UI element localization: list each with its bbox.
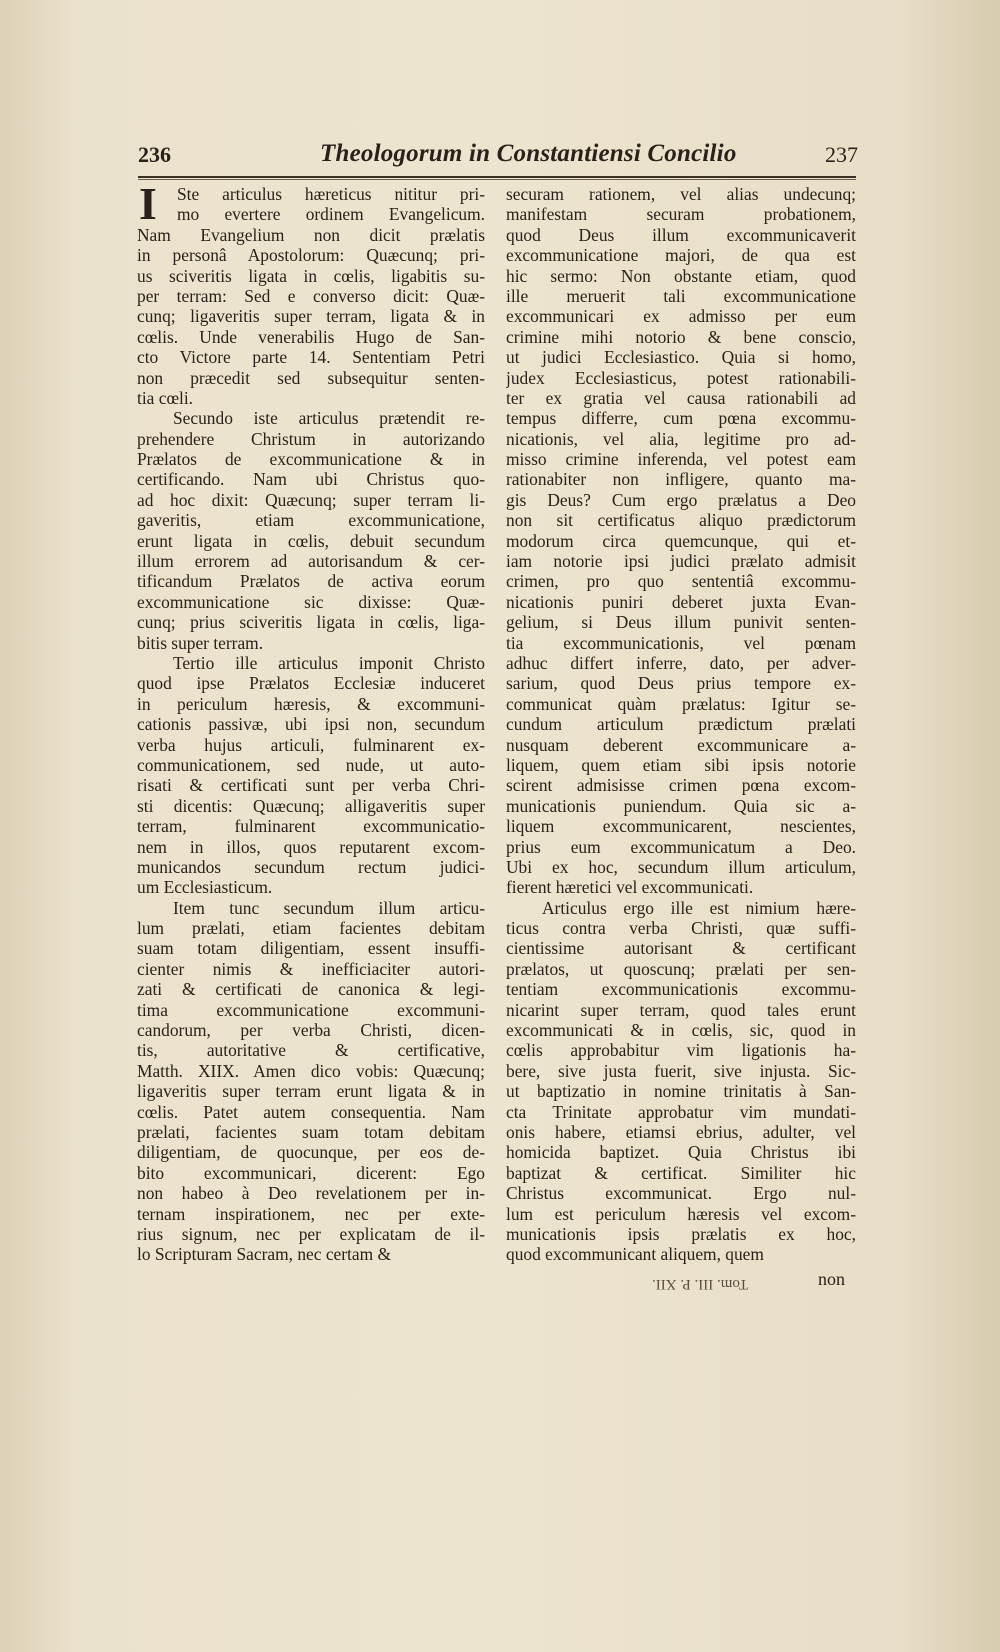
text-line: non sit certificatus aliquo prædictorum — [506, 510, 856, 531]
text-line: prælati, facientes suam totam debitam — [137, 1121, 485, 1142]
text-line: cœlis. Patet autem consequentia. Nam — [137, 1101, 485, 1122]
text-line: quod ipse Prælatos Ecclesiæ induceret — [137, 673, 485, 694]
text-line: nem in illos, quos reputarent excom- — [137, 836, 485, 857]
running-title: Theologorum in Constantiensi Concilio — [320, 140, 737, 167]
text-line: ille meruerit tali excommunicatione — [506, 285, 856, 306]
text-line: lum prælati, etiam facientes debitam — [137, 918, 485, 939]
text-line: bito excommunicari, dicerent: Ego — [137, 1162, 485, 1183]
drop-cap: I — [139, 178, 157, 229]
text-line: hic sermo: Non obstante etiam, quod — [506, 265, 856, 286]
text-line: cienter nimis & inefficiaciter autori- — [137, 958, 485, 979]
text-line: scirent admisisse crimen pœna excom- — [506, 775, 856, 796]
text-line: tentiam excommunicationis excommu- — [506, 979, 856, 1000]
text-line: misso crimine inferenda, vel potest eam — [506, 449, 856, 470]
text-line: gaveritis, etiam excommunicatione, — [137, 510, 485, 531]
text-line: lum est periculum hæresis vel excom- — [506, 1203, 856, 1224]
text-line: Ubi ex hoc, secundum illum articulum, — [506, 856, 856, 877]
text-line: ticus contra verba Christi, quæ suffi- — [506, 918, 856, 939]
signature-mark: Tom. III. P. XII. — [652, 1276, 749, 1293]
text-line: excommunicati & in cœlis, sic, quod in — [506, 1020, 856, 1041]
right-page-number: 237 — [825, 142, 858, 167]
text-line: homicida baptizet. Quia Christus ibi — [506, 1142, 856, 1163]
text-line: modorum circa quemcunque, qui et- — [506, 530, 856, 551]
text-line: Ste articulus hæreticus nititur pri- — [177, 184, 485, 204]
text-line: non habeo à Deo revelationem per in- — [137, 1183, 485, 1204]
text-line: ut baptizatio in nomine trinitatis à San- — [506, 1081, 856, 1102]
text-line: certificando. Nam ubi Christus quo- — [137, 469, 485, 490]
text-line: tificandum Prælatos de activa eorum — [137, 571, 485, 592]
text-line: Christus excommunicat. Ergo nul- — [506, 1183, 856, 1204]
text-line: um Ecclesiasticum. — [137, 877, 273, 898]
text-line: manifestam securam probationem, — [506, 204, 856, 225]
running-header — [138, 136, 858, 176]
left-text-column — [137, 178, 485, 1265]
text-line: tia cœli. — [137, 387, 194, 408]
text-line: ut judici Ecclesiastico. Quia si homo, — [506, 347, 856, 368]
text-line: gelium, si Deus illum punivit senten- — [506, 612, 856, 633]
text-line: bitis super terram. — [137, 632, 264, 653]
text-line: tis, autoritative & certificative, — [137, 1040, 485, 1061]
text-line: tia excommunicationis, vel pœnam — [506, 632, 856, 653]
text-line: mo evertere ordinem Evangelicum. — [177, 204, 485, 225]
text-line: terram, fulminarent excommunicatio- — [137, 816, 485, 837]
text-line: tima excommunicatione excommuni- — [137, 999, 485, 1020]
catchword: non — [818, 1269, 845, 1290]
text-line: Articulus ergo ille est nimium hære- — [542, 897, 856, 918]
text-line: prius eum excommunicatum a Deo. — [506, 836, 856, 857]
text-line: cationis passivæ, ubi ipsi non, secundum — [137, 714, 485, 735]
text-line: Matth. XIIX. Amen dico vobis: Quæcunq; — [137, 1060, 485, 1081]
header-rule-thin — [138, 179, 856, 180]
text-line: bere, sive justa fuerit, sive injusta. Sic- — [506, 1060, 856, 1081]
text-line: communicationem, sed nude, ut auto- — [137, 754, 485, 775]
text-line: illum errorem ad autorisandum & cer- — [137, 551, 485, 572]
text-line: zati & certificati de canonica & legi- — [137, 979, 485, 1000]
text-line: per terram: Sed e converso dicit: Quæ- — [137, 285, 485, 306]
text-line: cœlis approbabitur vim ligationis ha- — [506, 1040, 856, 1061]
text-line: diligentiam, de quocunque, per eos de- — [137, 1142, 485, 1163]
text-line: Tertio ille articulus imponit Christo — [173, 652, 485, 673]
text-line: Item tunc secundum illum articu- — [173, 897, 485, 918]
text-line: judex Ecclesiasticus, potest rationabili- — [506, 367, 856, 388]
text-line: fierent hæretici vel excommunicati. — [506, 877, 754, 898]
text-line: quod Deus illum excommunicaverit — [506, 224, 856, 245]
text-line: cunq; prius sciveritis ligata in cœlis, liga- — [137, 612, 485, 633]
text-line: sarium, quod Deus prius tempore ex- — [506, 673, 856, 694]
text-line: cto Victore parte 14. Sententiam Petri — [137, 347, 485, 368]
header-rule — [138, 176, 856, 178]
text-line: crimen, pro quo sententiâ excommu- — [506, 571, 856, 592]
text-line: Prælatos de excommunicatione & in — [137, 449, 485, 470]
text-line: ligaveritis super terram erunt ligata & in — [137, 1081, 485, 1102]
text-line: Nam Evangelium non dicit prælatis — [137, 224, 485, 245]
text-line: municandos secundum rectum judici- — [137, 856, 485, 877]
text-line: nicationis, vel alia, legitime pro ad- — [506, 428, 856, 449]
text-line: cunq; ligaveritis super terram, ligata & in — [137, 306, 485, 327]
text-line: communicat quàm prælatus: Igitur se- — [506, 693, 856, 714]
text-line: municationis puniendum. Quia sic a- — [506, 795, 856, 816]
text-line: rius signum, nec per explicatam de il- — [137, 1223, 485, 1244]
text-line: sti dicentis: Quæcunq; alligaveritis super — [137, 795, 485, 816]
text-line: erunt ligata in cœlis, debuit secundum — [137, 530, 485, 551]
text-line: in periculum hæresis, & excommuni- — [137, 693, 485, 714]
text-line: nusquam deberent excommunicare a- — [506, 734, 856, 755]
text-line: verba hujus articuli, fulminarent ex- — [137, 734, 485, 755]
text-line: crimine mihi notorio & bene conscio, — [506, 326, 856, 347]
text-line: ad hoc dixit: Quæcunq; super terram li- — [137, 489, 485, 510]
text-line: ter ex gratia vel causa rationabili ad — [506, 387, 856, 408]
text-line: rationabiter non infligere, quanto ma- — [506, 469, 856, 490]
text-line: cœlis. Unde venerabilis Hugo de San- — [137, 326, 485, 347]
text-line: municationis ipsis prælatis ex hoc, — [506, 1223, 856, 1244]
text-line: nicarint super terram, quod tales erunt — [506, 999, 856, 1020]
text-line: nicationis puniri deberet juxta Evan- — [506, 591, 856, 612]
text-line: prælatos, ut quoscunq; prælati per sen- — [506, 958, 856, 979]
text-line: iam notorie ipsi judici prælato admisit — [506, 551, 856, 572]
text-line: Secundo iste articulus prætendit re- — [173, 408, 485, 429]
text-line: baptizat & certificat. Similiter hic — [506, 1162, 856, 1183]
text-line: onis habere, etiamsi ebrius, adulter, vel — [506, 1121, 856, 1142]
text-line: risati & certificati sunt per verba Chri- — [137, 775, 485, 796]
text-line: adhuc differt inferre, dato, per adver- — [506, 652, 856, 673]
text-line: cientissime autorisant & certificant — [506, 938, 856, 959]
text-line: liquem, quem etiam sibi ipsis notorie — [506, 754, 856, 775]
text-line: suam totam diligentiam, essent insuffi- — [137, 938, 485, 959]
left-page-number: 236 — [138, 142, 171, 167]
text-line: prehendere Christum in autorizando — [137, 428, 485, 449]
text-line: cundum articulum prædictum prælati — [506, 714, 856, 735]
text-line: candorum, per verba Christi, dicen- — [137, 1020, 485, 1041]
text-line: quod excommunicant aliquem, quem — [506, 1244, 764, 1265]
text-line: ternam inspirationem, nec per exte- — [137, 1203, 485, 1224]
text-line: liquem excommunicarent, nescientes, — [506, 816, 856, 837]
text-line: non præcedit sed subsequitur senten- — [137, 367, 485, 388]
text-line: us sciveritis ligata in cœlis, ligabitis su- — [137, 265, 485, 286]
right-text-column — [506, 184, 856, 1265]
text-line: excommunicatione sic dixisse: Quæ- — [137, 591, 485, 612]
text-line: excommunicari ex admisso per eum — [506, 306, 856, 327]
text-line: securam rationem, vel alias undecunq; — [506, 184, 856, 204]
text-line: excommunicatione majori, de qua est — [506, 245, 856, 266]
text-line: in personâ Apostolorum: Quæcunq; pri- — [137, 245, 485, 266]
text-line: tempus differre, cum pœna excommu- — [506, 408, 856, 429]
text-line: lo Scripturam Sacram, nec certam & — [137, 1244, 391, 1265]
text-line: gis Deus? Cum ergo prælatus a Deo — [506, 489, 856, 510]
text-line: cta Trinitate approbatur vim mundati- — [506, 1101, 856, 1122]
